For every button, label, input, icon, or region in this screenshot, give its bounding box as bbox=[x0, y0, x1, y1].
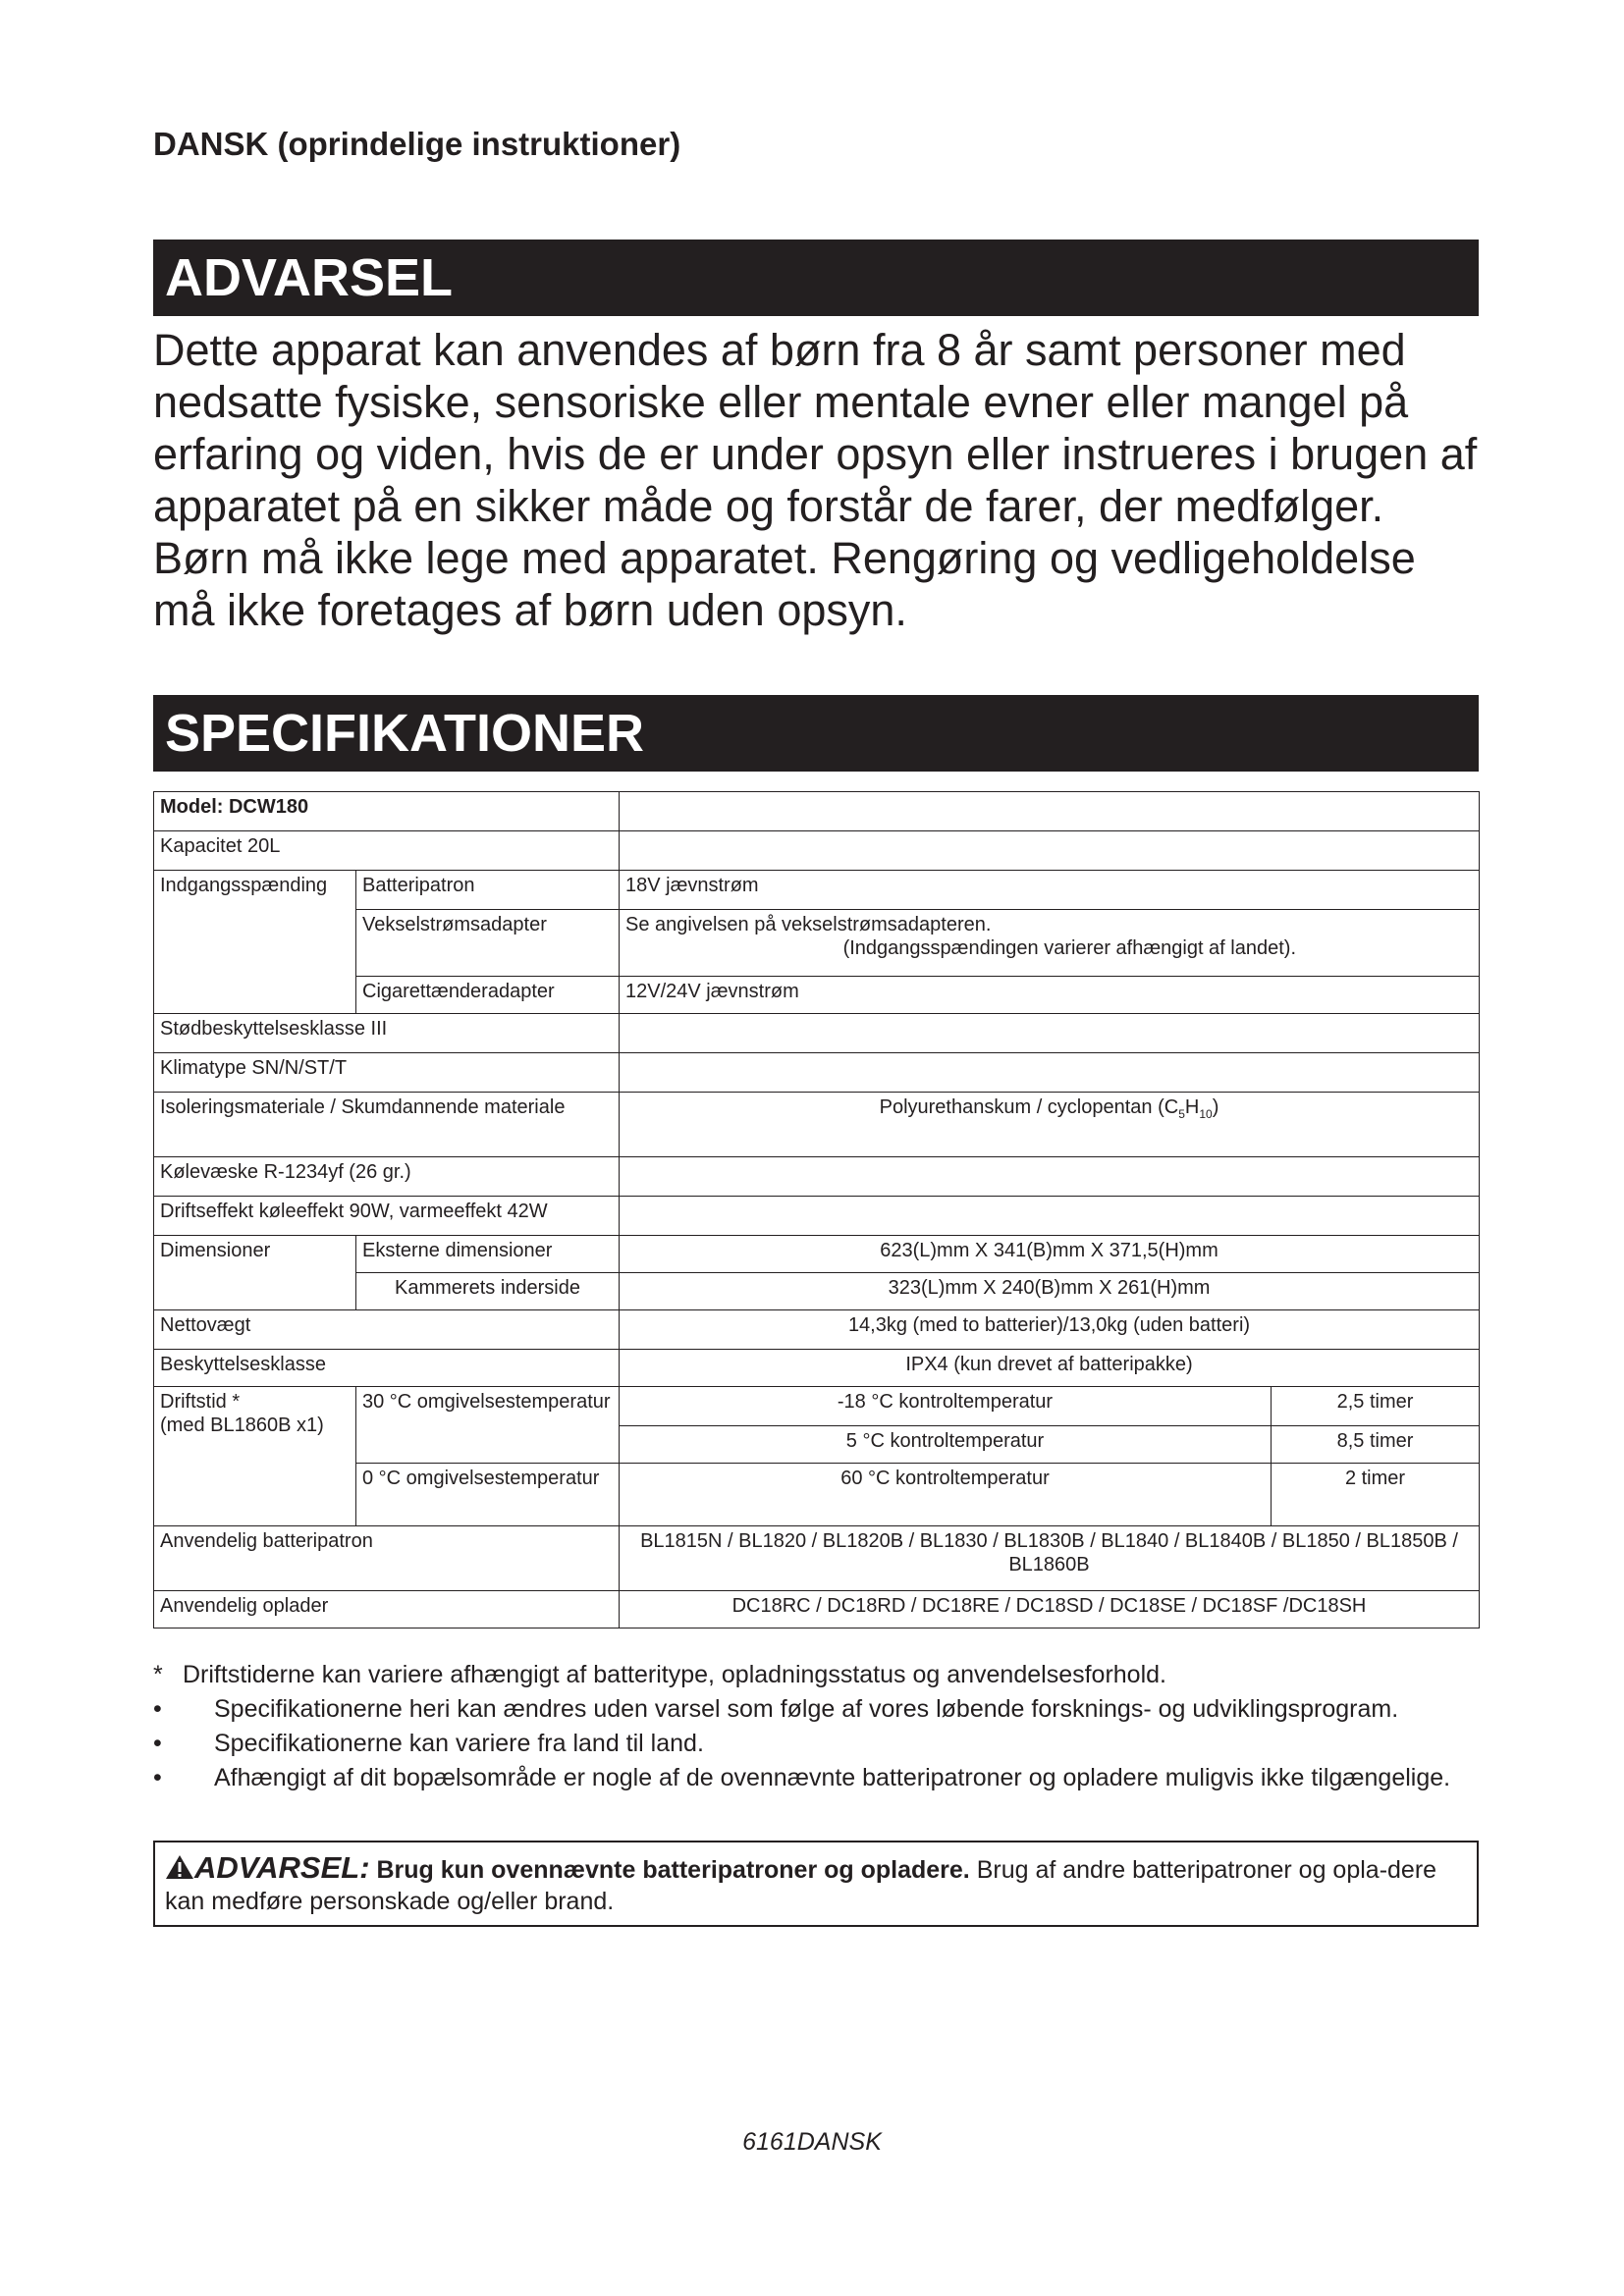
ac-adapter-value: Se angivelsen på vekselstrømsadapteren. bbox=[625, 914, 992, 935]
runtime-label: Driftstid * (med BL1860B x1) bbox=[154, 1387, 356, 1526]
internal-dimensions-label: Kammerets inderside bbox=[356, 1273, 620, 1310]
protection-label: Beskyttelsesklasse bbox=[154, 1350, 620, 1387]
battery-compat-label: Anvendelig batteripatron bbox=[154, 1526, 620, 1591]
shock-class-label: Stødbeskyttelsesklasse bbox=[160, 1018, 365, 1040]
ac-adapter-label: Vekselstrømsadapter bbox=[356, 910, 620, 977]
capacity-label: Kapacitet 20L bbox=[154, 831, 620, 871]
coolant-value: R-1234yf (26 gr.) bbox=[263, 1161, 411, 1183]
battery-value: 18V jævnstrøm bbox=[620, 871, 1480, 910]
model-cell: Model: DCW180 bbox=[154, 792, 620, 831]
battery-label: Batteripatron bbox=[356, 871, 620, 910]
specifications-banner: SPECIFIKATIONER bbox=[153, 695, 1479, 772]
control-5-label: 5 °C kontroltemperatur bbox=[620, 1426, 1272, 1464]
ac-adapter-note: (Indgangsspændingen varierer afhængigt af landet). bbox=[842, 937, 1296, 959]
note-availability: • Afhængigt af dit bopælsområde er nogle af de ovennævnte batteripatroner og opladere muligvis ikke tilgængelige. bbox=[153, 1764, 1451, 1791]
battery-compat-value: BL1815N / BL1820 / BL1820B / BL1830 / BL1830B / BL1840 / BL1840B / BL1850 / BL1850B / BL1860B bbox=[620, 1526, 1480, 1591]
capacity-value: 20L bbox=[246, 835, 281, 857]
shock-class-value: III bbox=[370, 1018, 388, 1040]
external-dimensions-value: 623(L)mm X 341(B)mm X 371,5(H)mm bbox=[620, 1236, 1480, 1273]
insulation-label: Isoleringsmateriale / Skumdannende materiale bbox=[154, 1093, 620, 1157]
climate-value: SN/N/ST/T bbox=[251, 1057, 348, 1079]
time-5-value: 8,5 timer bbox=[1272, 1426, 1480, 1464]
coolant-label: Kølevæske bbox=[160, 1161, 259, 1183]
ambient-30-label: 30 °C omgivelsestemperatur bbox=[356, 1387, 620, 1464]
charger-label: Anvendelig oplader bbox=[154, 1591, 620, 1629]
note-runtime: * Driftstiderne kan variere afhængigt af batteritype, opladningsstatus og anvendelsesforhold. bbox=[153, 1661, 1166, 1688]
specifications-table bbox=[153, 791, 1480, 1629]
warning-box-text: Brug af andre batteripatroner og opla-dere kan medføre personskade og/eller brand. bbox=[165, 1856, 1437, 1915]
net-weight-label: Nettovægt bbox=[154, 1310, 620, 1350]
net-weight-value: 14,3kg (med to batterier)/13,0kg (uden batteri) bbox=[620, 1310, 1480, 1350]
power-label: Driftseffekt bbox=[160, 1201, 254, 1222]
time-minus18-value: 2,5 timer bbox=[1272, 1387, 1480, 1426]
page-heading: DANSK (oprindelige instruktioner) bbox=[153, 126, 681, 162]
control-minus18-label: -18 °C kontroltemperatur bbox=[620, 1387, 1272, 1426]
warning-box-label: ADVARSEL: bbox=[194, 1850, 370, 1885]
insulation-value: Polyurethanskum / cyclopentan $(C_5H_{10})$ bbox=[620, 1093, 1480, 1157]
protection-value: IPX4 (kun drevet af batteripakke) bbox=[620, 1350, 1480, 1387]
warning-triangle-icon bbox=[165, 1854, 194, 1880]
climate-label: Klimatype bbox=[160, 1057, 246, 1079]
time-60-value: 2 timer bbox=[1272, 1464, 1480, 1526]
page-footer: 6161DANSK bbox=[742, 2128, 882, 2156]
cigarette-adapter-label: Cigarettænderadapter bbox=[356, 977, 620, 1014]
dimensions-label: Dimensioner bbox=[154, 1236, 356, 1310]
power-value: køleeffekt 90W, varmeeffekt 42W bbox=[258, 1201, 548, 1222]
runtime-sub-label: (med BL1860B x1) bbox=[160, 1415, 324, 1436]
notes-list bbox=[153, 1659, 1489, 1796]
note-specs-change: • Specifikationerne heri kan ændres uden varsel som følge af vores løbende forsknings- og udviklingsprogram. bbox=[153, 1695, 1399, 1723]
input-voltage-label: Indgangsspænding bbox=[154, 871, 356, 1014]
control-60-label: 60 °C kontroltemperatur bbox=[620, 1464, 1272, 1526]
warning-paragraph: Dette apparat kan anvendes af børn fra 8 år samt personer med nedsatte fysiske, sensoriske eller mentale evner eller mangel på erfaring og viden, hvis de er under opsyn eller instrueres i brugen af apparatet på en sikker måde og forstår de farer, der medfølger. Børn må ikke lege med apparatet. Rengøring og vedligeholdelse må ikke foretages af børn uden opsyn. bbox=[153, 325, 1478, 635]
warning-banner: ADVARSEL bbox=[153, 240, 1479, 316]
cigarette-adapter-value: 12V/24V jævnstrøm bbox=[620, 977, 1480, 1014]
warning-box bbox=[153, 1841, 1479, 1927]
charger-value: DC18RC / DC18RD / DC18RE / DC18SD / DC18SE / DC18SF /DC18SH bbox=[620, 1591, 1480, 1629]
internal-dimensions-value: 323(L)mm X 240(B)mm X 261(H)mm bbox=[620, 1273, 1480, 1310]
external-dimensions-label: Eksterne dimensioner bbox=[356, 1236, 620, 1273]
ambient-0-label: 0 °C omgivelsestemperatur bbox=[356, 1464, 620, 1526]
note-country: • Specifikationerne kan variere fra land til land. bbox=[153, 1730, 704, 1757]
warning-box-bold-text: Brug kun ovennævnte batteripatroner og opladere. bbox=[376, 1856, 970, 1884]
